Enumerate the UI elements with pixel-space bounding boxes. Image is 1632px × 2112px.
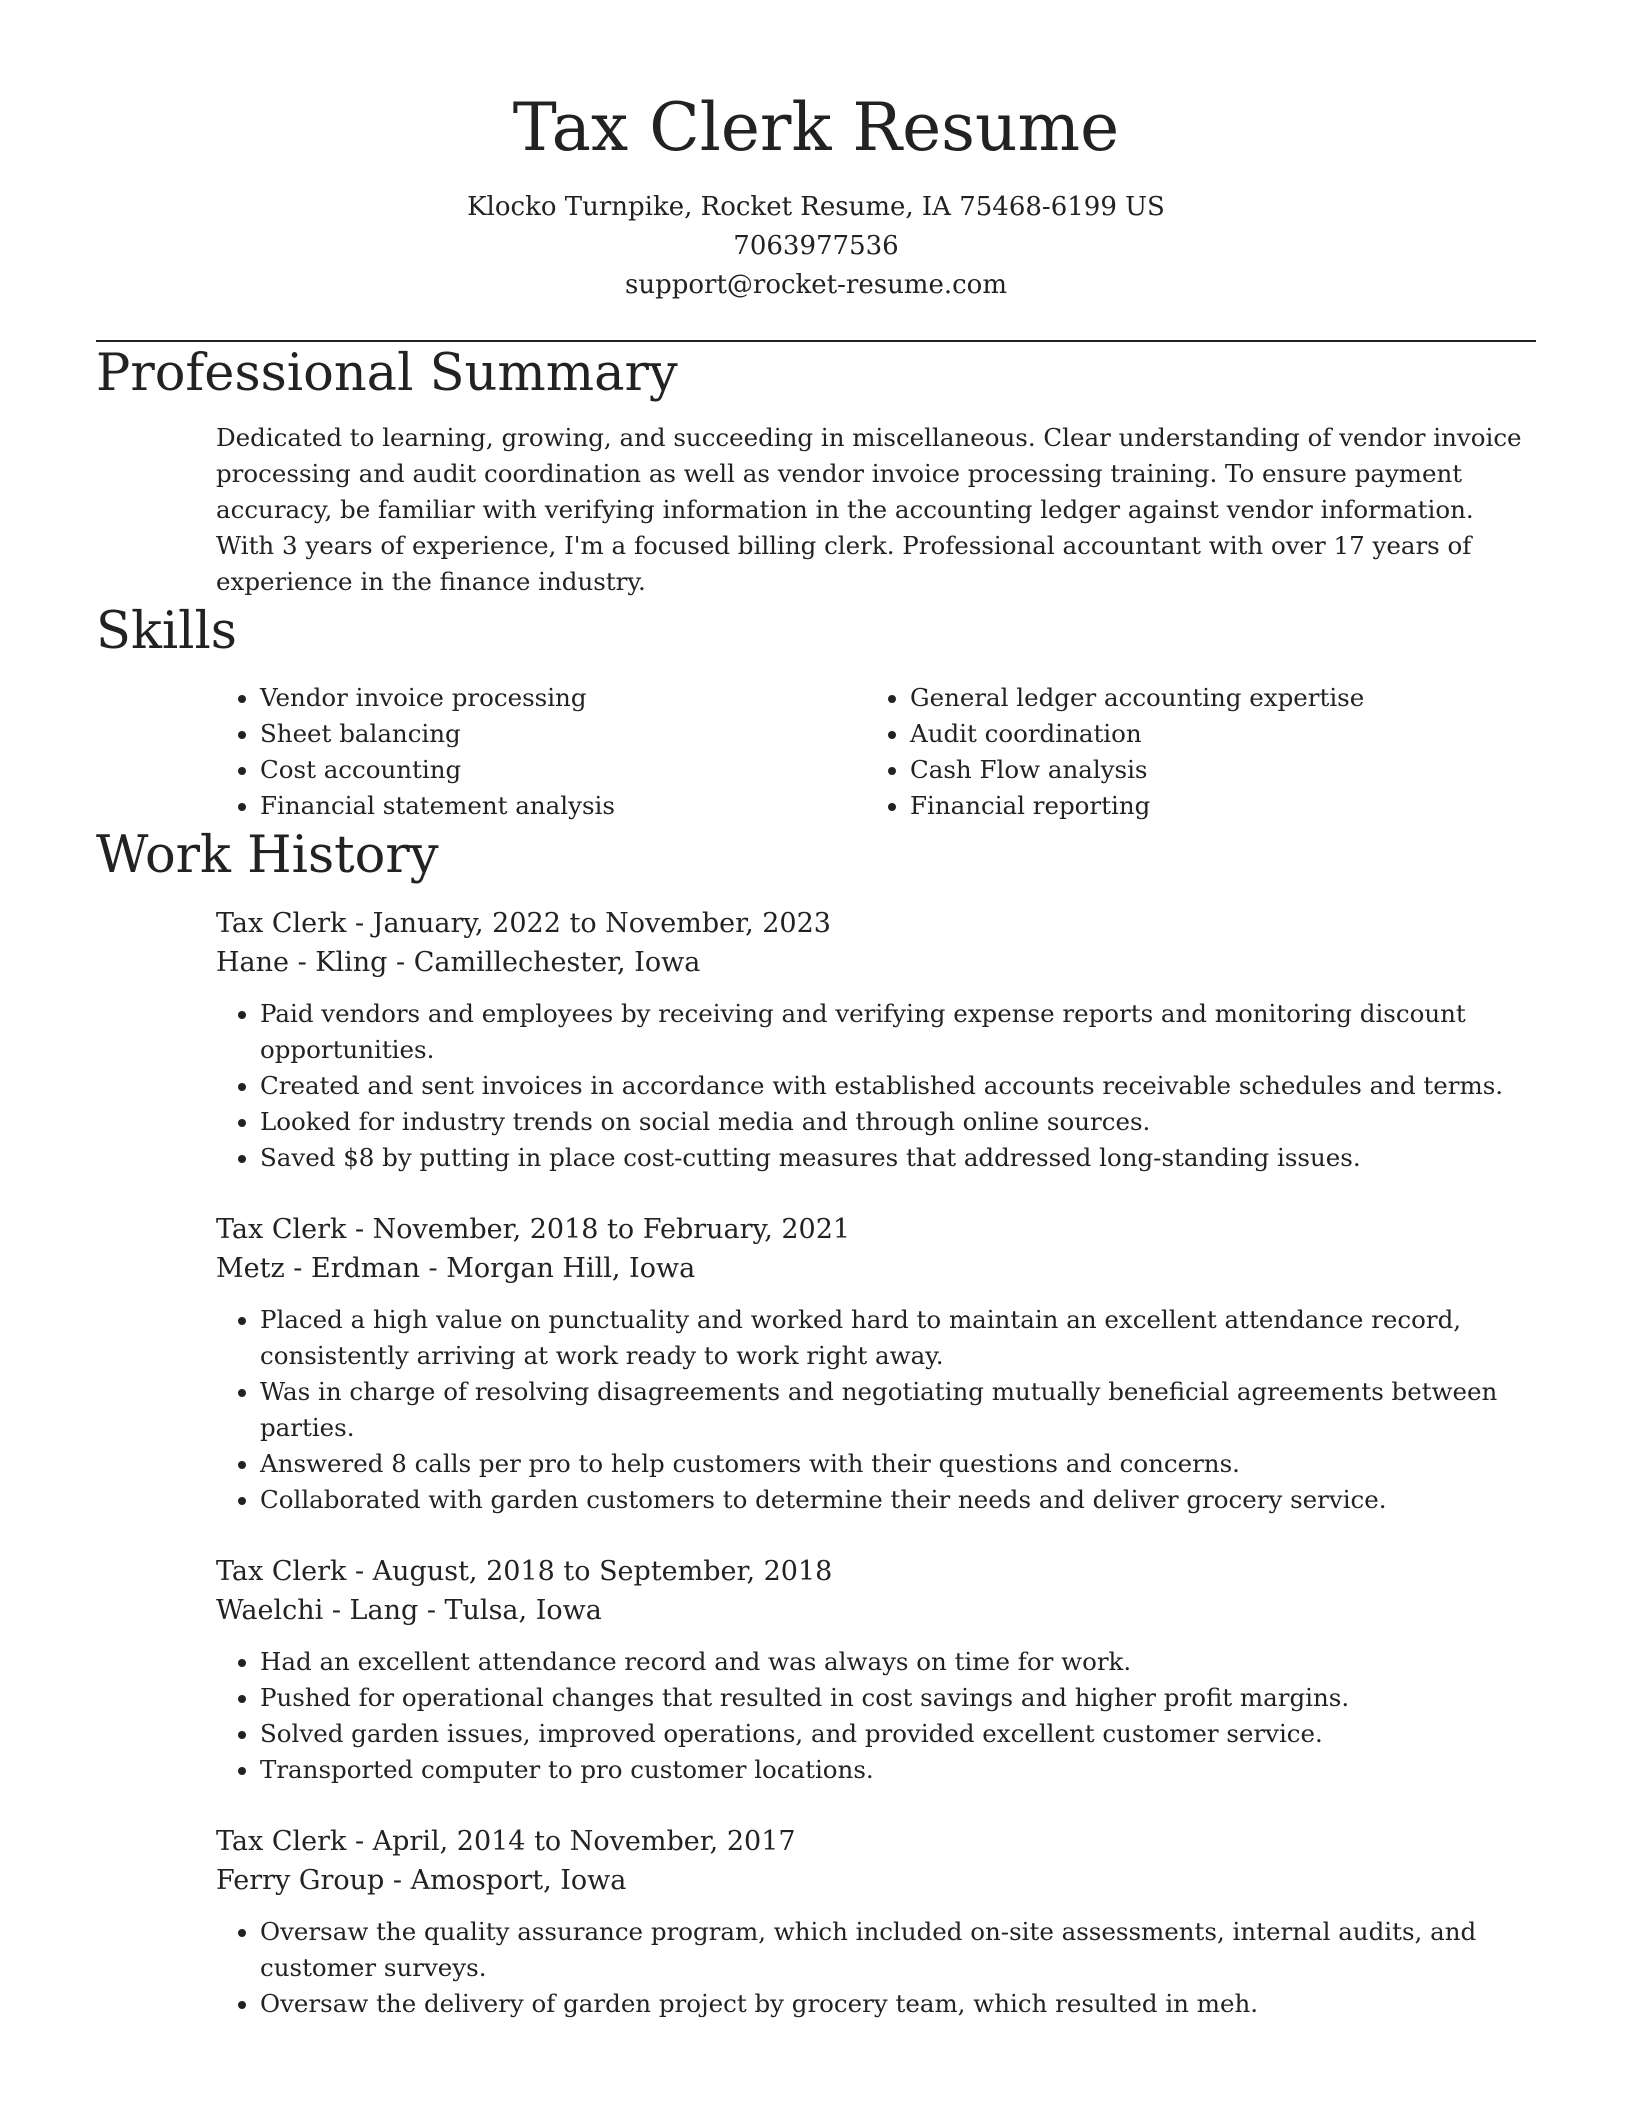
skill-item: • General ledger accounting expertise: [910, 680, 1516, 716]
skill-item: • Financial statement analysis: [260, 788, 866, 824]
job-bullets: [216, 1644, 1536, 1788]
skills-section: [96, 680, 1536, 824]
job-role-line: Tax Clerk - November, 2018 to February, 2021: [216, 1214, 851, 1245]
work-history-heading: Work History: [96, 826, 439, 885]
job-company-line: Metz - Erdman - Morgan Hill, Iowa: [216, 1253, 696, 1284]
skill-item: • Vendor invoice processing: [260, 680, 866, 716]
job-bullet: • Oversaw the delivery of garden project by grocery team, which resulted in meh.: [260, 1986, 1536, 2022]
job-bullet: • Transported computer to pro customer locations.: [260, 1752, 1536, 1788]
skills-heading: Skills: [96, 602, 237, 661]
summary-heading: Professional Summary: [96, 344, 678, 403]
job-company-line: Ferry Group - Amosport, Iowa: [216, 1865, 627, 1896]
job-entry: [216, 1822, 1536, 2022]
skills-grid: [216, 680, 1536, 824]
skills-list-left: [216, 680, 866, 824]
job-bullet: • Pushed for operational changes that resulted in cost savings and higher profit margins.: [260, 1680, 1536, 1716]
job-bullets: [216, 996, 1536, 1176]
resume-title: Tax Clerk Resume: [512, 89, 1120, 166]
job-entry: [216, 904, 1536, 1176]
contact-email: support@rocket-resume.com: [624, 270, 1007, 300]
job-bullets: [216, 1302, 1536, 1518]
skills-list-right: [866, 680, 1516, 824]
job-bullets: [216, 1914, 1536, 2022]
work-history-section: [96, 904, 1536, 2022]
summary-text: Dedicated to learning, growing, and succeeding in miscellaneous. Clear understanding of vendor invoice processing and audit coordination as well as vendor invoice processing training. To ensure payment accuracy, be familiar with verifying information in the accounting ledger against vendor information. With 3 years of experience, I'm a focused billing clerk. Professional accountant with over 17 years of experience in the finance industry.: [216, 423, 1522, 596]
job-entry: [216, 1552, 1536, 1788]
job-bullet: • Solved garden issues, improved operations, and provided excellent customer service.: [260, 1716, 1536, 1752]
skill-item: • Audit coordination: [910, 716, 1516, 752]
skill-item: • Financial reporting: [910, 788, 1516, 824]
job-role-line: Tax Clerk - January, 2022 to November, 2023: [216, 908, 831, 939]
job-bullet: • Was in charge of resolving disagreements and negotiating mutually beneficial agreements between parties.: [260, 1374, 1536, 1446]
job-bullet: • Had an excellent attendance record and was always on time for work.: [260, 1644, 1536, 1680]
job-bullet: • Created and sent invoices in accordance with established accounts receivable schedules and terms.: [260, 1068, 1536, 1104]
job-entry: [216, 1210, 1536, 1518]
contact-address: Klocko Turnpike, Rocket Resume, IA 75468-6199 US: [467, 192, 1165, 222]
contact-info: [96, 188, 1536, 305]
job-bullet: • Looked for industry trends on social media and through online sources.: [260, 1104, 1536, 1140]
skill-item: • Cash Flow analysis: [910, 752, 1516, 788]
job-bullet: • Answered 8 calls per pro to help customers with their questions and concerns.: [260, 1446, 1536, 1482]
skill-item: • Cost accounting: [260, 752, 866, 788]
job-bullet: • Oversaw the quality assurance program, which included on-site assessments, internal audits, and customer surveys.: [260, 1914, 1536, 1986]
job-company-line: Waelchi - Lang - Tulsa, Iowa: [216, 1595, 602, 1626]
resume-header: [96, 0, 1536, 305]
job-company-line: Hane - Kling - Camillechester, Iowa: [216, 947, 701, 978]
job-bullet: • Placed a high value on punctuality and worked hard to maintain an excellent attendance record, consistently arriving at work ready to work right away.: [260, 1302, 1536, 1374]
resume-page: [96, 0, 1536, 2056]
contact-phone: 7063977536: [733, 231, 899, 261]
job-role-line: Tax Clerk - August, 2018 to September, 2018: [216, 1556, 833, 1587]
skill-item: • Sheet balancing: [260, 716, 866, 752]
job-bullet: • Collaborated with garden customers to determine their needs and deliver grocery service.: [260, 1482, 1536, 1518]
job-bullet: • Saved $8 by putting in place cost-cutting measures that addressed long-standing issues.: [260, 1140, 1536, 1176]
summary-section: [96, 420, 1536, 600]
job-bullet: • Paid vendors and employees by receiving and verifying expense reports and monitoring discount opportunities.: [260, 996, 1536, 1068]
job-role-line: Tax Clerk - April, 2014 to November, 2017: [216, 1826, 796, 1857]
